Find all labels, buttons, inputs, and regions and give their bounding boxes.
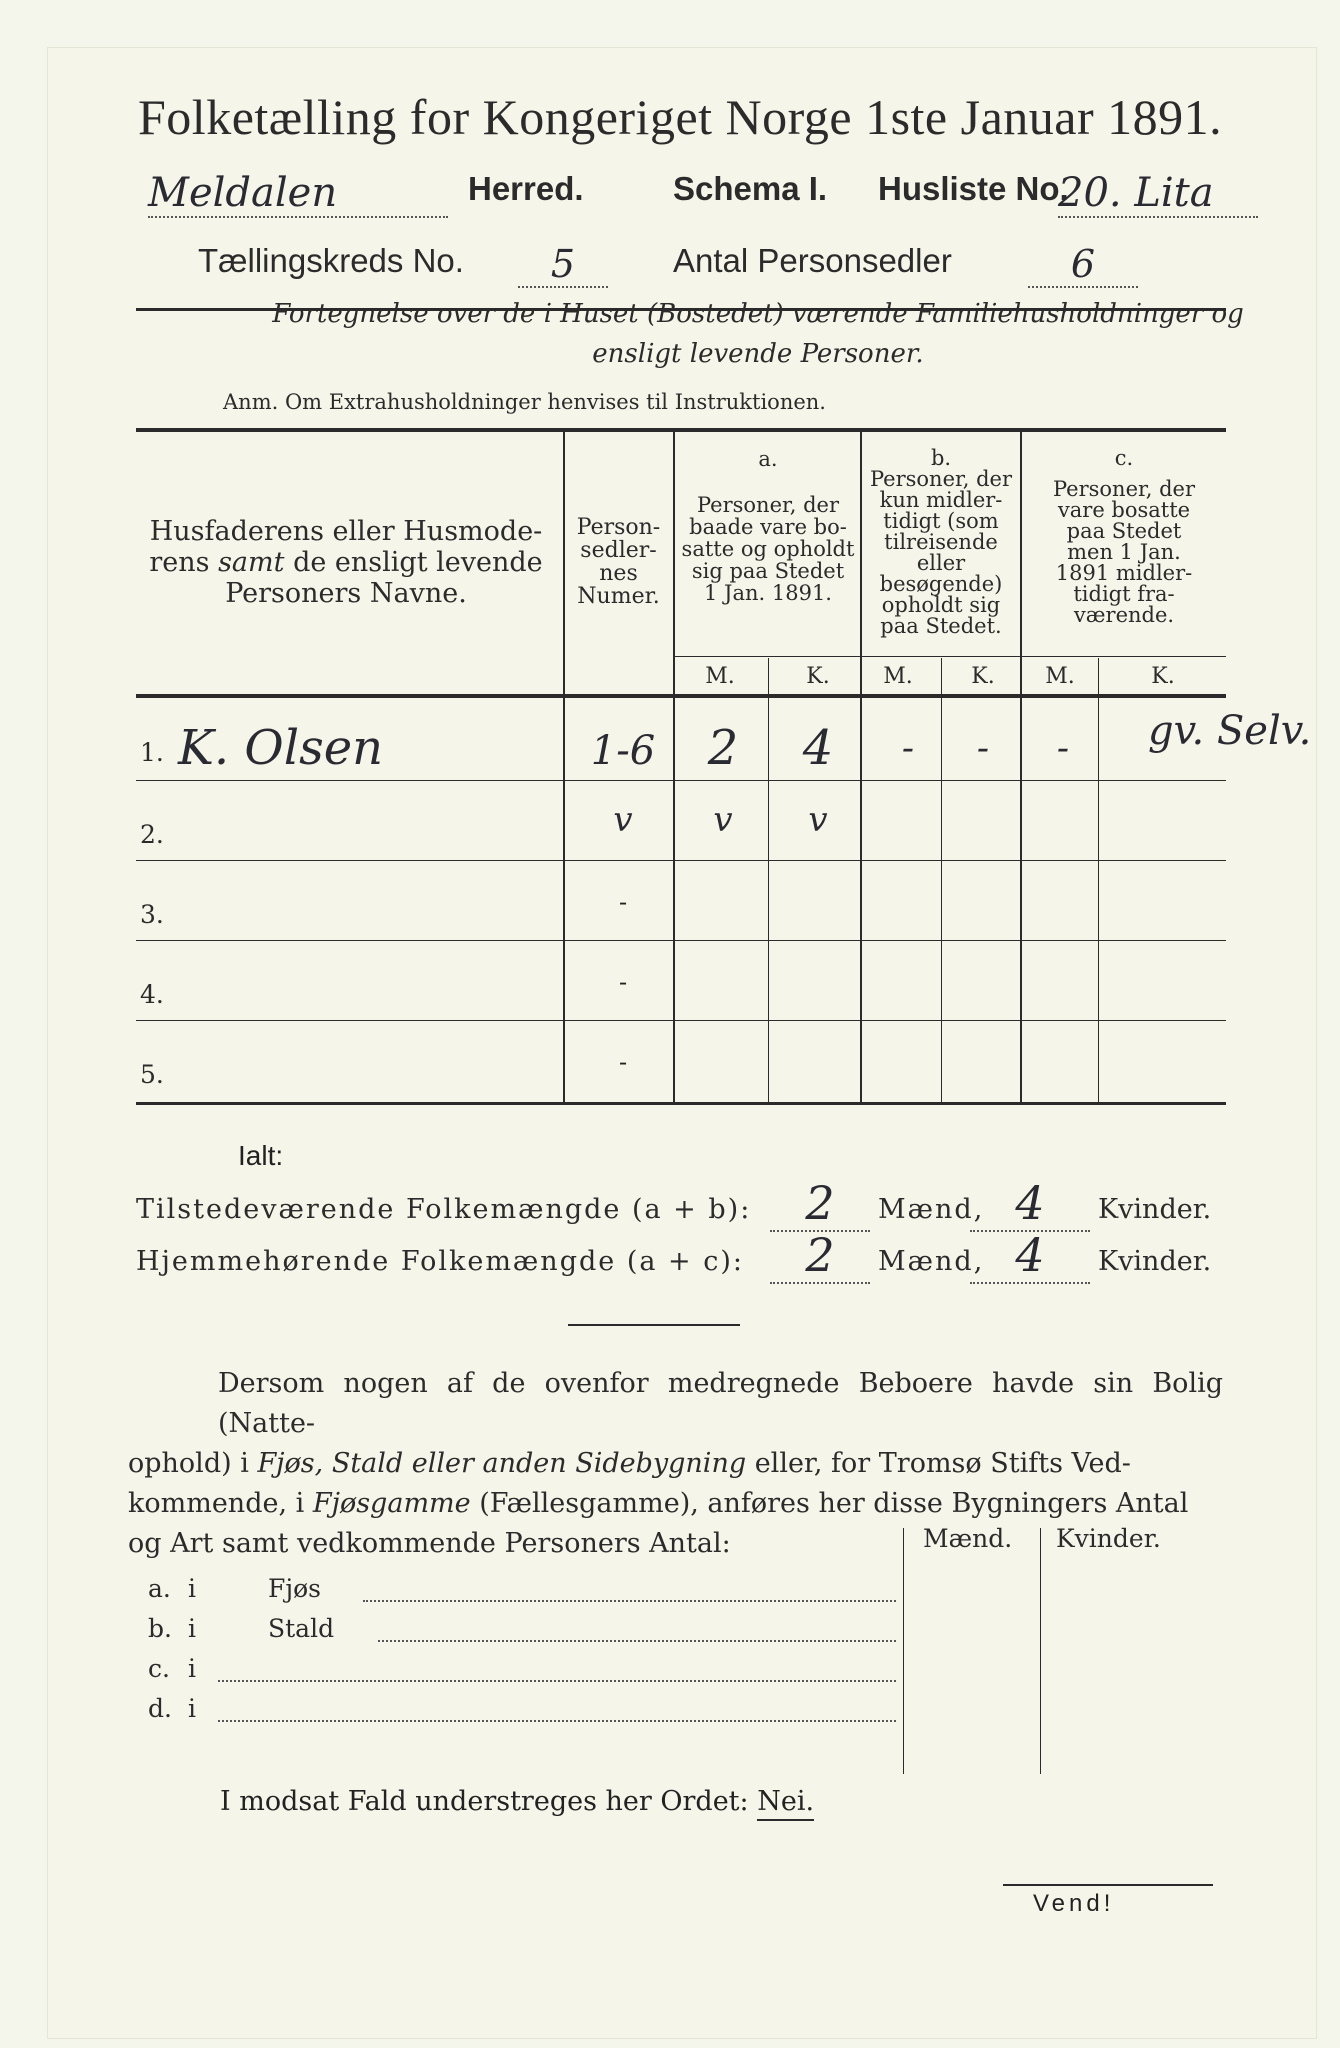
bld-item-c	[148, 1654, 908, 1683]
col-c-letter: c.	[1114, 446, 1134, 470]
col-b-l4: tilreisende	[884, 530, 998, 554]
herred-label: Herred.	[468, 170, 584, 207]
row-sedler: 1-6	[590, 728, 656, 774]
para-line: Dersom nogen af de ovenfor medregnede Beboere havde sin Bolig (Natte-	[218, 1368, 1223, 1439]
husliste-value: 20. Lita	[1058, 170, 1258, 218]
col-b-k: K.	[971, 664, 995, 689]
col-b-l2: kun midler-	[879, 488, 1003, 512]
table-bottom-rule	[136, 1102, 1226, 1105]
row-note: gv. Selv.	[1148, 708, 1312, 754]
col-b-l3: tidigt (som	[883, 509, 999, 533]
para-part: kommende, i	[128, 1488, 313, 1519]
anm-note: Anm. Om Extrahusholdninger henvises til Instruktionen.	[223, 390, 826, 414]
bld-i: i	[188, 1614, 196, 1643]
col-a-l2: baade vare bo-	[689, 515, 847, 539]
col-c-l2: vare bosatte	[1057, 498, 1191, 522]
row-rule	[136, 940, 1226, 941]
col-b-letter: b.	[930, 446, 952, 470]
row-sedler: v	[613, 800, 633, 840]
bld-item-stald	[148, 1614, 908, 1643]
col-c-k: K.	[1151, 664, 1175, 689]
tilst-maend: Mænd,	[878, 1194, 985, 1225]
bld-letter: a.	[148, 1574, 171, 1603]
para-line	[128, 1444, 1223, 1484]
vend-rule	[1003, 1884, 1213, 1886]
col-num-l3: nes	[599, 561, 638, 586]
mk-divider	[1098, 658, 1099, 1102]
row-a-m: v	[713, 800, 733, 840]
bld-label: Stald	[268, 1614, 335, 1643]
row-rule	[136, 780, 1226, 781]
para-line: og Art samt vedkommende Personers Antal:	[128, 1528, 731, 1559]
row-a-k: 4	[802, 720, 834, 776]
antal-label: Antal Personsedler	[673, 242, 952, 279]
tilst-k-value: 4	[970, 1176, 1090, 1232]
col-divider	[673, 432, 675, 1102]
para-part: Fjøs, Stald eller anden Sidebygning	[257, 1448, 747, 1479]
bld-item-fjos	[148, 1574, 908, 1603]
col-a-l5: 1 Jan. 1891.	[704, 581, 832, 605]
row-c-m: -	[1056, 728, 1070, 769]
bld-maend-header: Mænd.	[923, 1524, 1013, 1553]
bld-i: i	[188, 1654, 196, 1683]
bld-i: i	[188, 1694, 196, 1723]
col-b-l1: Personer, der	[869, 467, 1013, 491]
row-number: 5.	[140, 1060, 164, 1089]
col-b-l6: besøgende)	[879, 572, 1003, 596]
col-c-header	[1022, 448, 1226, 626]
mk-divider	[768, 658, 769, 1102]
hjem-label: Hjemmehørende Folkemængde (a + c):	[136, 1246, 744, 1277]
col-c-l1: Personer, der	[1052, 477, 1196, 501]
bld-item-d	[148, 1694, 908, 1723]
nei-word: Nei.	[757, 1786, 814, 1821]
col-b-header	[862, 448, 1020, 637]
row-name: K. Olsen	[178, 720, 384, 776]
col-names-l2a: rens	[149, 547, 219, 578]
hjem-k-value: 4	[970, 1228, 1090, 1284]
row-rule	[136, 860, 1226, 861]
col-c-m: M.	[1045, 664, 1075, 689]
bld-letter: b.	[148, 1614, 172, 1643]
kreds-label: Tællingskreds No.	[198, 242, 464, 279]
tilst-label: Tilstedeværende Folkemængde (a + b):	[136, 1194, 752, 1225]
col-a-l4: sig paa Stedet	[691, 559, 845, 583]
col-c-l4: men 1 Jan.	[1067, 540, 1181, 564]
bld-col-divider	[1040, 1528, 1041, 1774]
col-a-k: K.	[806, 664, 830, 689]
hjem-m-value: 2	[770, 1228, 870, 1284]
col-c-l7: værende.	[1073, 603, 1175, 627]
table-top-rule	[136, 428, 1226, 432]
row-number: 3.	[140, 900, 164, 929]
col-a-m: M.	[705, 664, 735, 689]
col-a-header	[676, 448, 860, 604]
herred-field	[148, 170, 468, 218]
form-title: Folketælling for Kongeriget Norge 1ste Januar 1891.	[138, 89, 1223, 145]
bld-kvinder-header: Kvinder.	[1056, 1524, 1161, 1553]
col-b-l8: paa Stedet.	[880, 614, 1002, 638]
col-divider	[563, 432, 565, 1102]
col-b-l7: opholdt sig	[881, 593, 1001, 617]
tilst-m-value: 2	[770, 1176, 870, 1232]
para-line	[128, 1484, 1223, 1524]
row-a-k: v	[808, 800, 828, 840]
ialt-label: Ialt:	[238, 1140, 284, 1171]
kreds-value: 5	[518, 242, 608, 288]
bld-i: i	[188, 1574, 196, 1603]
husliste-label: Husliste No.	[878, 170, 1069, 207]
row-number: 4.	[140, 980, 164, 1009]
intro-text: Fortegnelse over de i Huset (Bostedet) værende Familiehusholdninger og ensligt levende Personer.	[272, 299, 1244, 369]
col-names-l3: Personers Navne.	[225, 578, 467, 609]
row-sedler: -	[618, 1048, 628, 1076]
row-sedler: -	[618, 888, 628, 916]
bld-label: Fjøs	[268, 1574, 321, 1603]
bld-col-divider	[903, 1528, 904, 1774]
col-names-l2	[136, 547, 556, 578]
row-b-m: -	[901, 728, 915, 769]
col-names-l1: Husfaderens eller Husmode-	[149, 516, 543, 547]
table-header-rule	[136, 694, 1226, 698]
herred-value: Meldalen	[148, 170, 448, 218]
row-sedler: -	[618, 968, 628, 996]
col-names-l2c: de ensligt levende	[284, 547, 543, 578]
col-b-m: M.	[883, 664, 913, 689]
col-a-l1: Personer, der	[696, 493, 840, 517]
col-c-l3: paa Stedet	[1066, 519, 1182, 543]
para-part: ophold) i	[128, 1448, 258, 1479]
col-num-header	[566, 516, 671, 608]
hjem-maend: Mænd,	[878, 1246, 985, 1277]
hjem-kvinder: Kvinder.	[1098, 1246, 1212, 1277]
short-divider	[568, 1324, 740, 1326]
col-names-l2b: samt	[218, 547, 285, 578]
census-form-sheet	[48, 48, 1316, 2038]
modsat-line	[220, 1786, 814, 1817]
bld-letter: c.	[148, 1654, 170, 1683]
bld-letter: d.	[148, 1694, 172, 1723]
mk-rule	[673, 656, 1226, 657]
col-a-letter: a.	[758, 447, 778, 471]
para-part: (Fællesgamme), anføres her disse Bygningers Antal	[470, 1488, 1189, 1519]
modsat-prefix: I modsat Fald understreges her Ordet:	[220, 1786, 749, 1817]
col-names-header	[136, 516, 556, 609]
col-a-l3: satte og opholdt	[681, 537, 855, 561]
schema-label: Schema I.	[673, 170, 828, 207]
col-c-l5: 1891 midler-	[1055, 561, 1193, 585]
para-part: eller, for Tromsø Stifts Ved-	[746, 1448, 1131, 1479]
para-part: Fjøsgamme	[312, 1488, 471, 1519]
vend-label: Vend!	[1033, 1890, 1115, 1917]
col-num-l4: Numer.	[577, 584, 660, 609]
row-rule	[136, 1020, 1226, 1021]
col-num-l2: sedler-	[580, 538, 657, 563]
col-b-l5: eller	[916, 551, 966, 575]
tilst-kvinder: Kvinder.	[1098, 1194, 1212, 1225]
row-number: 2.	[140, 820, 164, 849]
row-b-k: -	[976, 728, 990, 769]
mk-divider	[941, 658, 942, 1102]
col-c-l6: tidigt fra-	[1073, 582, 1175, 606]
col-num-l1: Person-	[576, 515, 661, 540]
row-number: 1.	[140, 738, 164, 767]
row-a-m: 2	[707, 720, 739, 776]
antal-value: 6	[1028, 242, 1138, 288]
